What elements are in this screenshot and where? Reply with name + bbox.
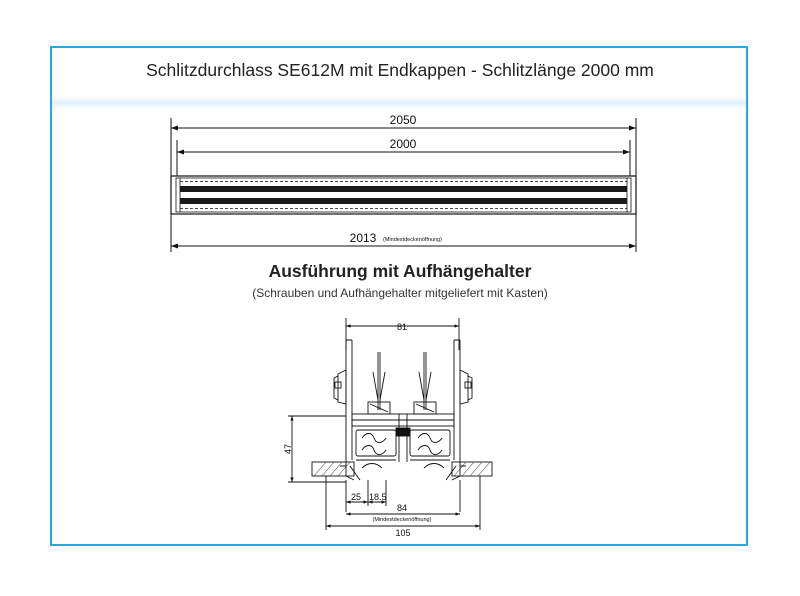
dim-84-note: (Mindestdeckenöffnung) (372, 517, 432, 523)
spring-right (419, 352, 431, 410)
dim-25-label: 25 (351, 492, 362, 502)
slot-1 (180, 186, 627, 192)
cross-section (288, 318, 492, 530)
dim-105-label: 105 (395, 528, 411, 538)
dim-81-label: 81 (396, 322, 408, 332)
dim-2013-label: 2013 (349, 231, 377, 245)
section-subheading: (Schrauben und Aufhängehalter mitgeliefert mit Kasten) (252, 286, 548, 300)
dim-2013-note: (Mindestdeckenöffnung) (383, 237, 442, 243)
dim-2050-label: 2050 (389, 113, 417, 127)
drawing-title: Schlitzdurchlass SE612M mit Endkappen - Schlitzlänge 2000 mm (146, 60, 654, 80)
dim-18-5-label: 18.5 (369, 492, 387, 502)
dim-2000-label: 2000 (389, 137, 417, 151)
spring-left (373, 352, 385, 410)
hanger-left (334, 370, 346, 404)
section-heading: Ausführung mit Aufhängehalter (268, 261, 532, 281)
ceiling-left (312, 462, 354, 476)
slot-2 (180, 198, 627, 204)
dim-84-label: 84 (396, 503, 408, 513)
dim-47-label: 47 (283, 443, 293, 455)
hanger-right (460, 370, 472, 404)
